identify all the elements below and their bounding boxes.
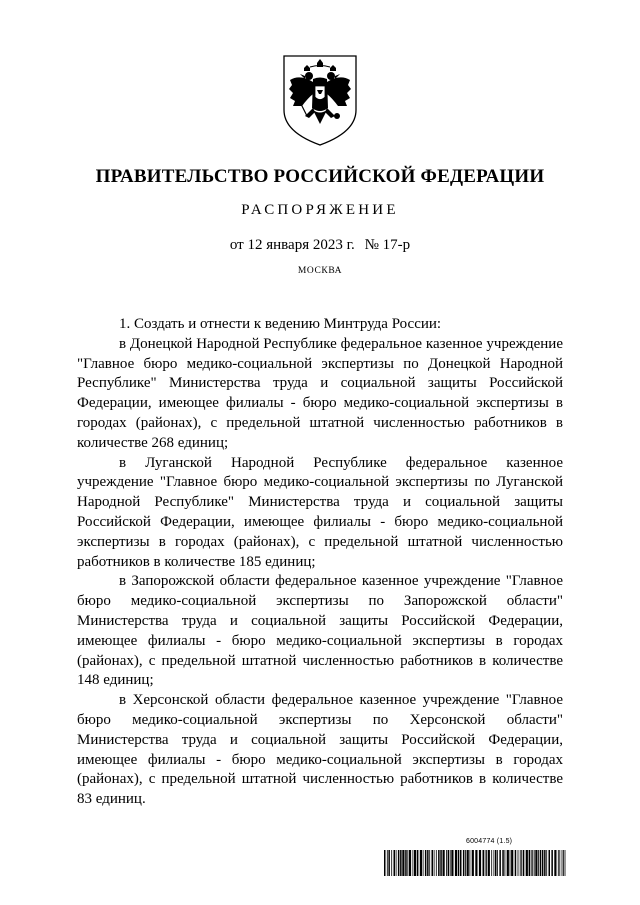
document-date: от 12 января 2023 г.: [229, 237, 355, 253]
document-type: РАСПОРЯЖЕНИЕ: [241, 202, 399, 218]
government-title: ПРАВИТЕЛЬСТВО РОССИЙСКОЙ ФЕДЕРАЦИИ: [95, 166, 545, 187]
barcode-icon: [384, 850, 566, 876]
body-paragraph: в Луганской Народной Республике федеральное казенное учреждение "Главное бюро медико-социальной экспертизы по Луганской Народной Республике" Министерства труда и социальной защиты Российской Федерации, имеющее филиалы - бюро медико-социальной экспертизы в городах (районах), с предельной штатной численностью работников в количестве 185 единиц;: [77, 454, 563, 570]
document-date-line: [0, 237, 640, 254]
document-city: МОСКВА: [297, 266, 343, 276]
document-code: 6004774 (1.5): [466, 838, 513, 845]
document-body: [77, 315, 563, 810]
body-paragraph: в Херсонской области федеральное казенное учреждение "Главное бюро медико-социальной экспертизы по Херсонской области" Министерства труда и социальной защиты Российской Федерации, имеющее филиалы - бюро медико-социальной экспертизы в городах (районах), с предельной штатной численностью работников в количестве 83 единиц.: [77, 692, 563, 808]
body-paragraph: 1. Создать и отнести к ведению Минтруда России:: [119, 316, 442, 332]
russian-coat-of-arms-icon: [280, 52, 360, 148]
body-paragraph: в Запорожской области федеральное казенное учреждение "Главное бюро медико-социальной экспертизы по Запорожской области" Министерства труда и социальной защиты Российской Федерации, имеющее филиалы - бюро медико-социальной экспертизы в городах (районах), с предельной штатной численностью работников в количестве 148 единиц;: [77, 573, 563, 689]
body-paragraph: в Донецкой Народной Республике федеральное казенное учреждение "Главное бюро медико-социальной экспертизы по Донецкой Народной Республике" Министерства труда и социальной защиты Российской Федерации, имеющее филиалы - бюро медико-социальной экспертизы в городах (районах), с предельной штатной численностью работников в количестве 268 единиц;: [77, 335, 563, 451]
document-number: № 17-р: [364, 237, 411, 253]
